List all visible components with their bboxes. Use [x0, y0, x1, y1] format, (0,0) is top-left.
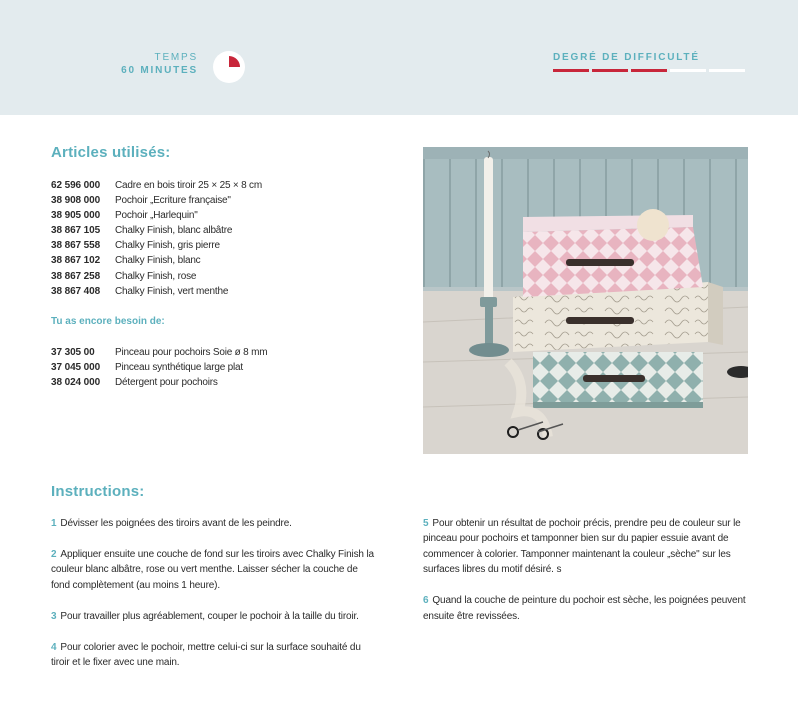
instruction-step: [423, 516, 748, 578]
article-code: 38 867 558: [51, 240, 101, 252]
step-text: Quand la couche de peinture du pochoir est sèche, les poignées peuvent ensuite être revissées.: [423, 595, 746, 622]
article-row: [51, 284, 262, 299]
article-code: 38 867 105: [51, 225, 101, 237]
articles-title: Articles utilisés:: [51, 144, 171, 161]
time-info: [121, 51, 198, 77]
article-row: [51, 223, 262, 238]
article-row: [51, 178, 262, 193]
difficulty-bar: [709, 69, 745, 72]
needs-title: Tu as encore besoin de:: [51, 316, 165, 327]
article-name: Chalky Finish, gris pierre: [115, 240, 220, 252]
article-name: Chalky Finish, blanc: [115, 255, 201, 267]
step-number: 2: [51, 548, 57, 560]
instruction-step: [51, 609, 376, 624]
instructions-right-column: [423, 516, 748, 639]
article-code: 38 908 000: [51, 195, 101, 207]
article-code: 38 867 102: [51, 255, 101, 267]
step-text: Pour obtenir un résultat de pochoir précis, prendre peu de couleur sur le pinceau pour pochoirs et tamponner bien sur du papier essuie avant de commencer à colorier. Tamponner maintenant la couleur „sèche" sur les surfaces libres du motif désiré. s: [423, 518, 741, 576]
difficulty-bar: [553, 69, 589, 72]
step-text: Dévisser les poignées des tiroirs avant de les peindre.: [60, 518, 292, 529]
header-band: [0, 0, 798, 115]
difficulty-bars: [553, 69, 745, 72]
instruction-step: [51, 547, 376, 593]
article-code: 62 596 000: [51, 180, 101, 191]
step-number: 6: [423, 595, 429, 607]
article-name: Détergent pour pochoirs: [115, 377, 218, 389]
needed-item-row: [51, 375, 267, 390]
article-code: 37 305 00: [51, 347, 95, 358]
instruction-step: [51, 516, 376, 531]
difficulty-rating: [553, 52, 745, 72]
difficulty-label: DEGRÉ DE DIFFICULTÉ: [553, 52, 700, 63]
article-code: 38 867 258: [51, 270, 101, 282]
article-name: Pinceau synthétique large plat: [115, 362, 243, 374]
needed-item-row: [51, 345, 267, 360]
article-name: Pochoir „Harlequin": [115, 210, 198, 222]
article-name: Chalky Finish, vert menthe: [115, 285, 229, 297]
article-name: Cadre en bois tiroir 25 × 25 × 8 cm: [115, 180, 262, 191]
time-label: TEMPS: [154, 52, 198, 63]
needs-list: [51, 345, 267, 390]
article-code: 38 024 000: [51, 377, 101, 389]
article-row: [51, 269, 262, 284]
step-number: 4: [51, 641, 57, 653]
step-text: Pour travailler plus agréablement, couper le pochoir à la taille du tiroir.: [60, 610, 359, 622]
articles-list: [51, 178, 262, 299]
instruction-step: [423, 593, 748, 624]
article-name: Pinceau pour pochoirs Soie ø 8 mm: [115, 347, 268, 358]
article-code: 38 905 000: [51, 210, 101, 222]
instructions-left-column: [51, 516, 376, 686]
step-text: Pour colorier avec le pochoir, mettre celui-ci sur la surface souhaité du tiroir et le fixer avec une main.: [51, 641, 361, 668]
article-row: [51, 208, 262, 223]
article-code: 38 867 408: [51, 285, 101, 297]
step-number: 1: [51, 518, 57, 529]
step-number: 5: [423, 518, 429, 529]
article-name: Pochoir „Ecriture française": [115, 195, 231, 207]
article-name: Chalky Finish, rose: [115, 270, 197, 282]
needed-item-row: [51, 360, 267, 375]
instructions-title: Instructions:: [51, 483, 145, 500]
article-code: 37 045 000: [51, 362, 101, 374]
article-row: [51, 193, 262, 208]
article-row: [51, 238, 262, 253]
time-value: 60 MINUTES: [121, 65, 198, 76]
step-text: Appliquer ensuite une couche de fond sur les tiroirs avec Chalky Finish la couleur blanc albâtre, rose ou vert menthe. Laisser sécher la couche de fond complètement (au moins 1 heure).: [51, 548, 374, 591]
instruction-step: [51, 640, 376, 671]
step-number: 3: [51, 610, 57, 622]
article-row: [51, 253, 262, 268]
difficulty-bar: [592, 69, 628, 72]
article-name: Chalky Finish, blanc albâtre: [115, 225, 233, 237]
difficulty-bar: [670, 69, 706, 72]
difficulty-bar: [631, 69, 667, 72]
clock-icon: [212, 50, 246, 84]
product-photo: [423, 147, 748, 454]
